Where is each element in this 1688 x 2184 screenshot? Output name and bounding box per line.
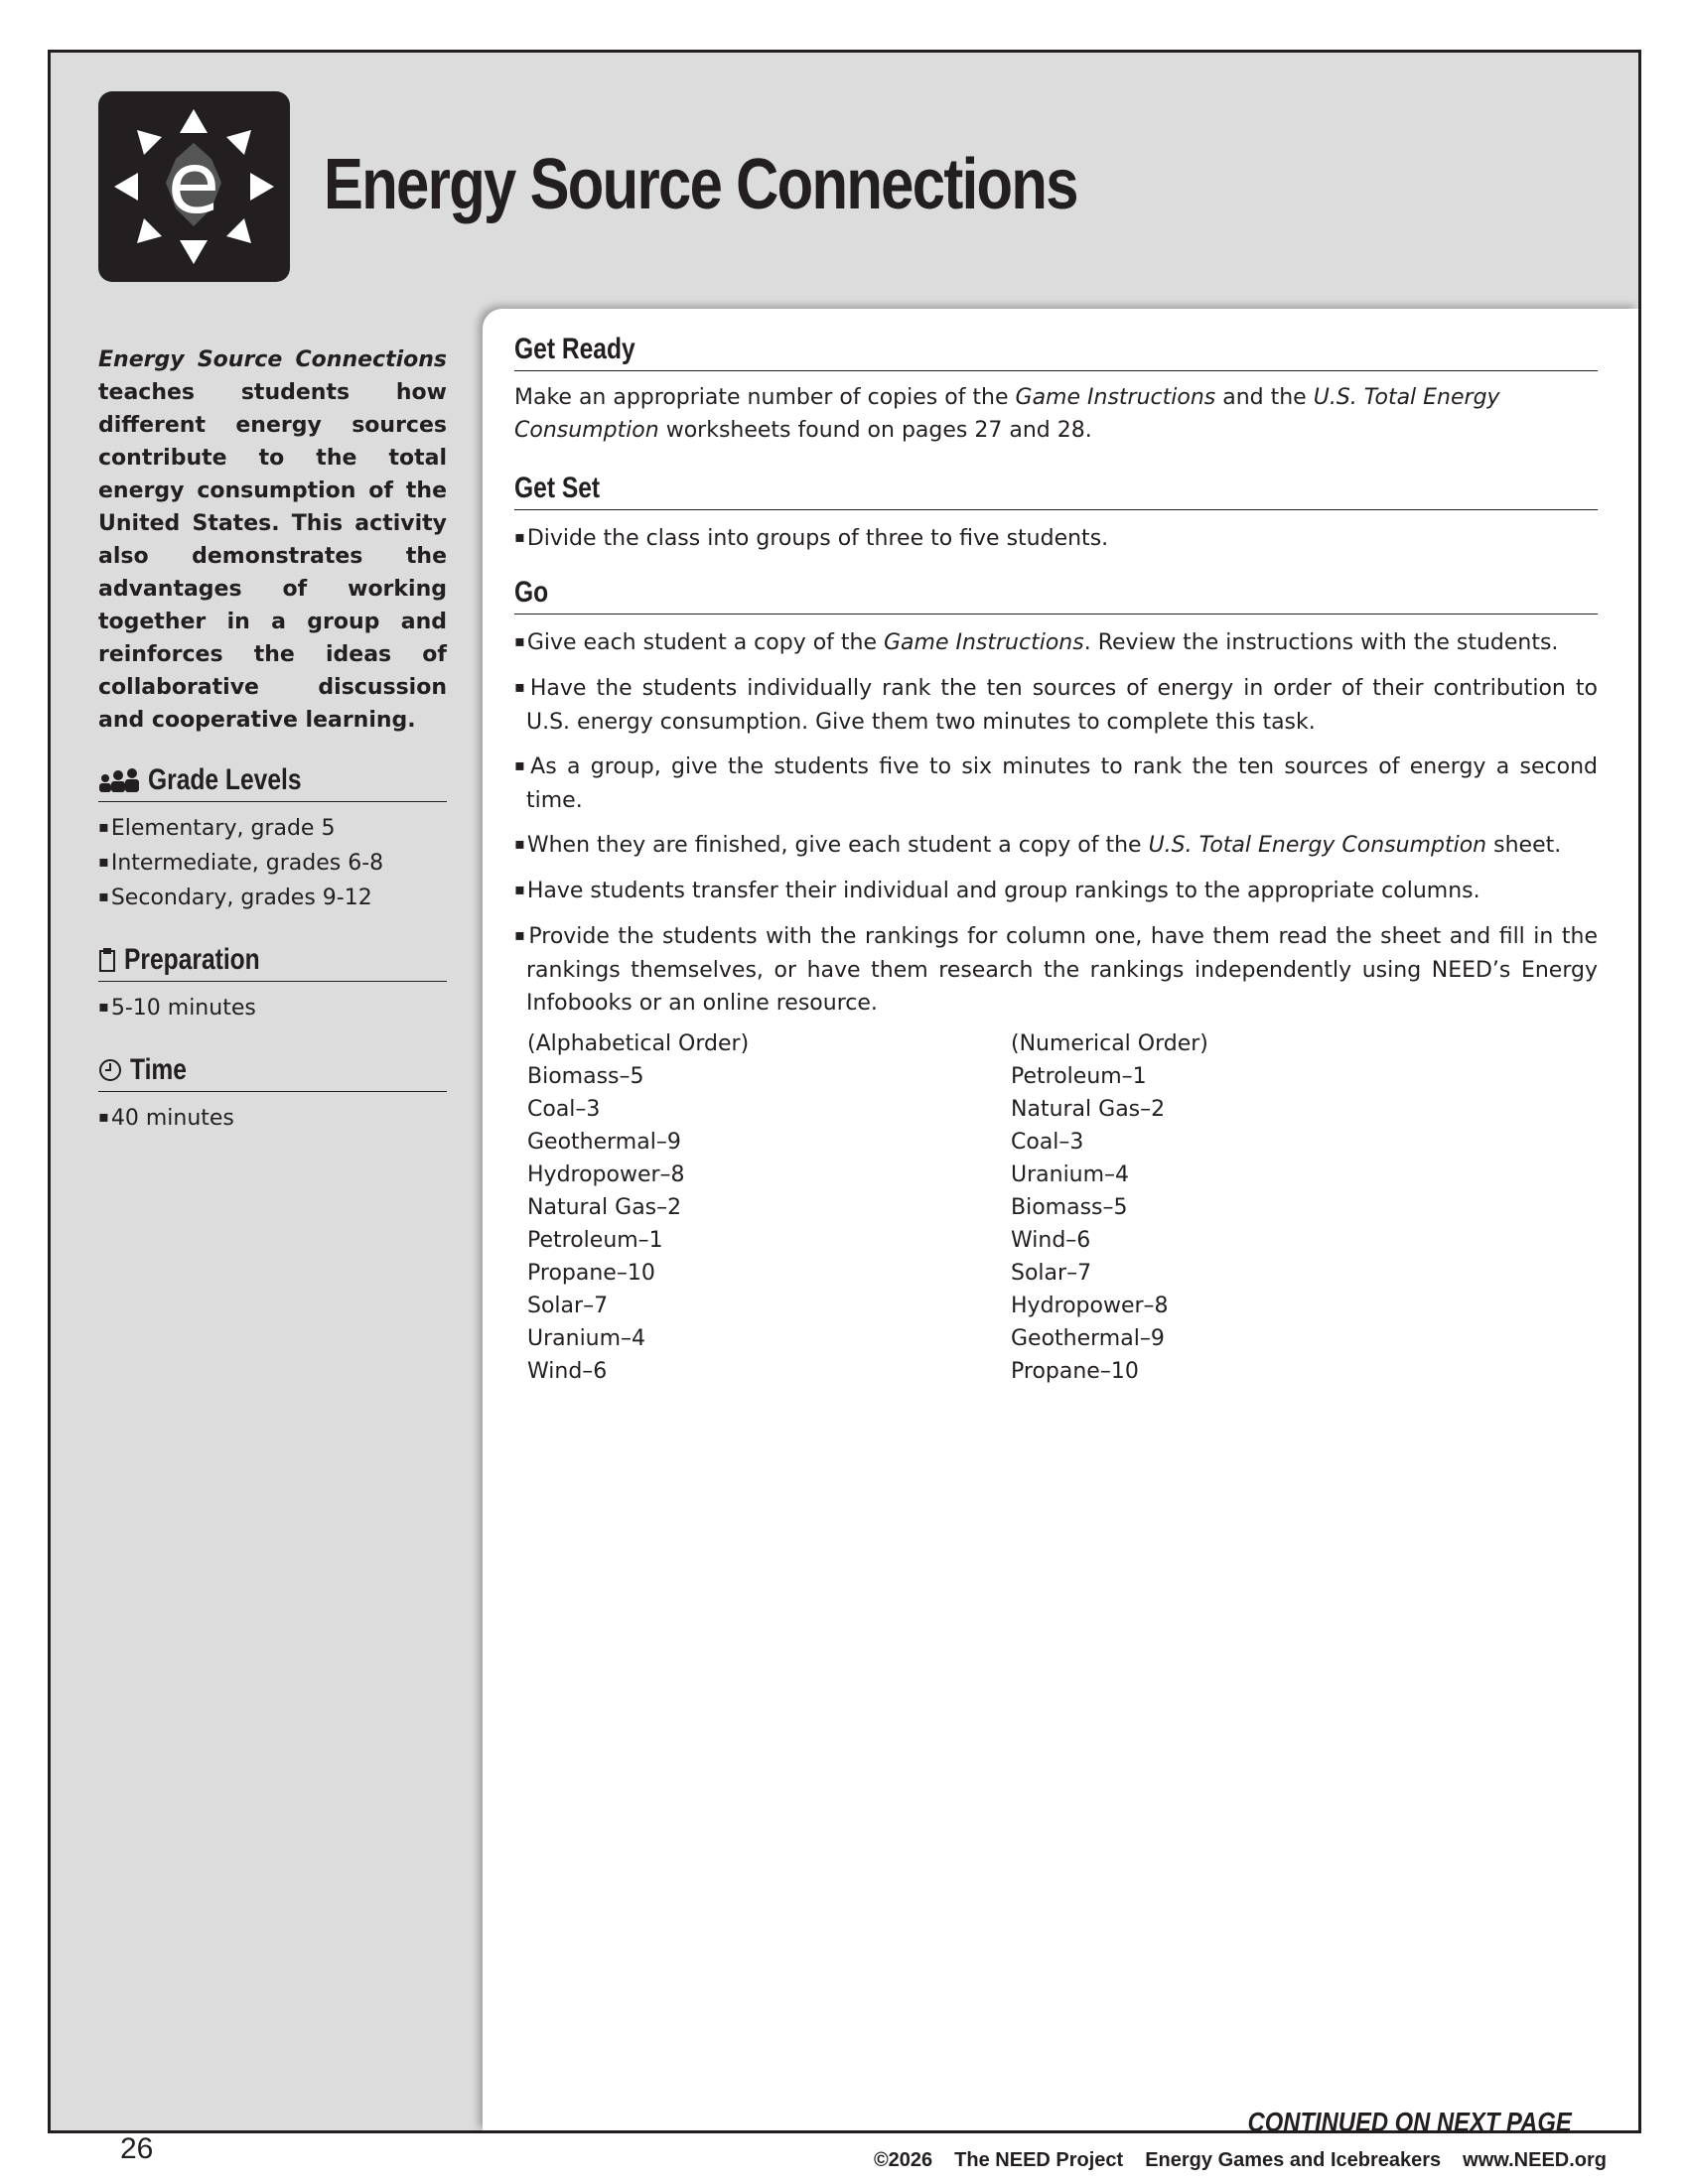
logo-letter: e (167, 134, 220, 233)
page-number: 26 (120, 2132, 154, 2165)
list-item: ▪ Have students transfer their individual and group rankings to the appropriate columns. (514, 875, 1598, 908)
get-ready-label: Get Ready (514, 333, 635, 365)
list-item: ▪ Secondary, grades 9-12 (98, 882, 447, 916)
sun-icon (98, 91, 290, 282)
list-item (514, 626, 1598, 660)
preparation-heading (98, 942, 447, 982)
text-emphasis: Game Instructions (884, 630, 1084, 655)
list-item: ▪ Provide the students with the rankings for column one, have them read the sheet and fill in the rankings themselves, or have them research the rankings independently using NEED’s Energy Infobooks or an online resource. (514, 920, 1598, 1020)
ranking-item: Geothermal–9 (1011, 1326, 1165, 1351)
footer-copyright: ©2026 (873, 2149, 933, 2171)
column-heading: (Alphabetical Order) (527, 1031, 750, 1056)
intro-paragraph (98, 343, 447, 737)
time-label: Time (130, 1053, 187, 1086)
column-heading: (Numerical Order) (1011, 1031, 1208, 1056)
text-emphasis: U.S. Total Energy Consumption (514, 385, 1500, 443)
time-heading (98, 1052, 447, 1092)
numerical-column (1011, 1027, 1494, 1388)
rankings (514, 1027, 1598, 1388)
ranking-item: Uranium–4 (1011, 1162, 1130, 1187)
text-span: sheet. (1486, 833, 1562, 858)
get-set-label: Get Set (514, 472, 601, 504)
grade-levels-list (98, 812, 447, 916)
ranking-item: Petroleum–1 (527, 1228, 663, 1253)
text-span: and the (1215, 385, 1314, 410)
get-set-heading (514, 472, 1598, 510)
ranking-item: Propane–10 (527, 1261, 655, 1286)
ranking-item: Natural Gas–2 (1011, 1097, 1166, 1122)
go-list (514, 626, 1598, 1020)
clock-icon (98, 1058, 122, 1082)
page-frame (48, 50, 1641, 2171)
text-span: . Review the instructions with the students. (1083, 630, 1559, 655)
footer-book: Energy Games and Icebreakers (1145, 2149, 1442, 2171)
ranking-item: Wind–6 (527, 1359, 608, 1384)
text-span: When they are finished, give each student a copy of the (526, 833, 1149, 858)
people-icon (98, 768, 140, 792)
ranking-item: Natural Gas–2 (527, 1195, 682, 1220)
ranking-item: Petroleum–1 (1011, 1064, 1147, 1089)
ranking-item: Coal–3 (527, 1097, 601, 1122)
go-label: Go (514, 576, 549, 609)
energy-logo (98, 91, 290, 282)
ranking-item: Biomass–5 (527, 1064, 644, 1089)
list-item: ▪ 40 minutes (98, 1102, 447, 1137)
preparation-label: Preparation (124, 943, 260, 976)
ranking-item: Hydropower–8 (527, 1162, 685, 1187)
ranking-item: Uranium–4 (527, 1326, 646, 1351)
footer-url: www.NEED.org (1463, 2149, 1607, 2171)
intro-activity-name: Energy Source Connections (98, 347, 447, 372)
ranking-item: Coal–3 (1011, 1130, 1084, 1155)
alphabetical-column (527, 1027, 1011, 1388)
footer (874, 2149, 1607, 2172)
go-heading (514, 576, 1598, 614)
text-span: Make an appropriate number of copies of the (514, 385, 1016, 410)
footer-org: The NEED Project (954, 2149, 1124, 2171)
list-item: ▪ Have the students individually rank the ten sources of energy in order of their contribution to U.S. energy consumption. Give them two minutes to complete this task. (514, 672, 1598, 739)
text-span: worksheets found on pages 27 and 28. (658, 418, 1092, 443)
list-item: ▪ Elementary, grade 5 (98, 812, 447, 847)
clipboard-icon (98, 947, 116, 973)
text-emphasis: Game Instructions (1015, 385, 1216, 410)
ranking-item: Propane–10 (1011, 1359, 1139, 1384)
text-span: Give each student a copy of the (526, 630, 884, 655)
ranking-item: Wind–6 (1011, 1228, 1091, 1253)
ranking-item: Hydropower–8 (1011, 1294, 1169, 1318)
preparation-list (98, 992, 447, 1026)
ranking-item: Biomass–5 (1011, 1195, 1128, 1220)
list-item (514, 829, 1598, 863)
get-ready-heading (514, 333, 1598, 371)
ranking-item: Geothermal–9 (527, 1130, 681, 1155)
intro-text: teaches students how different energy sources contribute to the total energy consumption of the United States. This activity also demonstrates the advantages of working together in a group and reinforces the ideas of collaborative discussion and cooperative learning. (98, 380, 447, 733)
get-set-list (514, 522, 1598, 556)
continued-note: CONTINUED ON NEXT PAGE (1247, 2107, 1572, 2137)
get-ready-text (514, 381, 1598, 447)
page-title: Energy Source Connections (324, 145, 1077, 224)
list-item: ▪ As a group, give the students five to six minutes to rank the ten sources of energy a second time. (514, 751, 1598, 817)
grade-levels-label: Grade Levels (148, 763, 302, 796)
ranking-item: Solar–7 (527, 1294, 609, 1318)
list-item: ▪ Divide the class into groups of three to five students. (514, 522, 1598, 556)
grade-levels-heading (98, 762, 447, 802)
time-list (98, 1102, 447, 1137)
ranking-item: Solar–7 (1011, 1261, 1092, 1286)
list-item: ▪ Intermediate, grades 6-8 (98, 847, 447, 882)
list-item: ▪ 5-10 minutes (98, 992, 447, 1026)
sidebar (98, 343, 447, 1137)
main-content (514, 333, 1598, 1388)
text-emphasis: U.S. Total Energy Consumption (1148, 833, 1487, 858)
